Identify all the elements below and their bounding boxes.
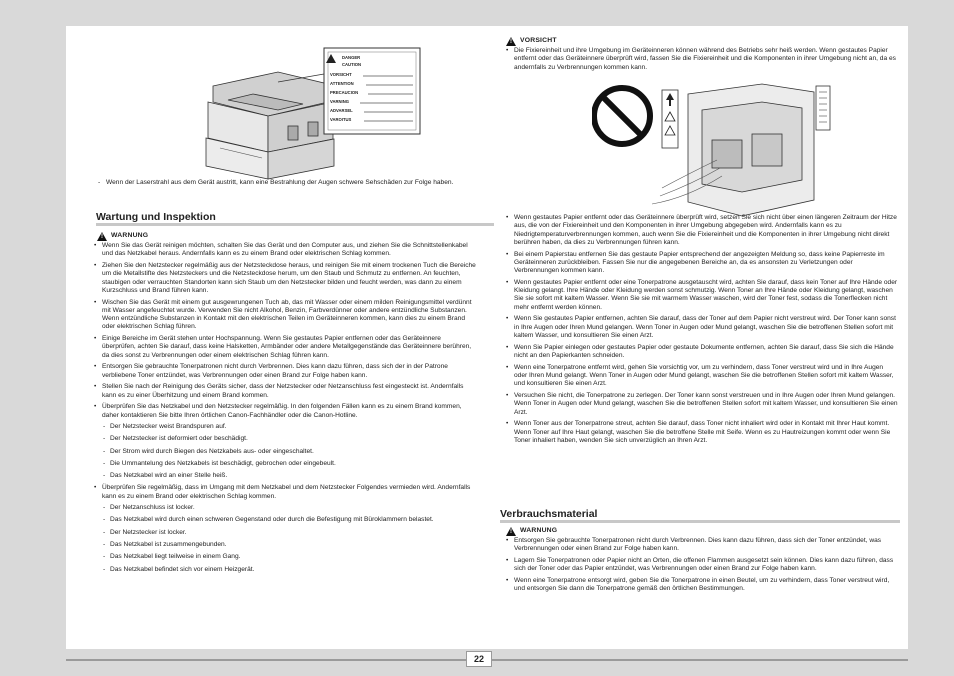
- laser-note: [96, 179, 486, 187]
- list-item: • Wenn Sie gestautes Papier entfernen, achten Sie darauf, dass der Toner auf dem Papier nicht verstreut wird. Der Toner kann sonst in Ihre Augen oder Ihren Mund gelangen. Wenn Toner in Augen oder Mund gelangt, waschen Sie die betroffenen Stellen sofort mit kaltem Wasser, und konsultieren Sie einen Arzt.: [504, 315, 898, 340]
- list-item: • Lagern Sie Tonerpatronen oder Papier nicht an Orten, die offenen Flammen ausgesetzt sein können. Dies kann dazu führen, dass sich der Toner oder das Papier entzündet, was Verbrennungen oder einen Brand zur Folge haben kann.: [504, 557, 898, 574]
- label-line: PRECAUCION: [330, 90, 359, 95]
- sub-item: - Der Netzstecker ist locker.: [102, 529, 476, 537]
- list-item: • Wenn Sie Papier einlegen oder gestautes Papier oder gestaute Dokumente entfernen, achten Sie darauf, dass Sie sich die Hände nicht an den Papierkanten schneiden.: [504, 344, 898, 361]
- sub-item: - Das Netzkabel liegt teilweise in einem Gang.: [102, 553, 476, 561]
- warning-heading: [97, 232, 148, 241]
- list-item: • Entsorgen Sie gebrauchte Tonerpatronen nicht durch Verbrennen. Dies kann dazu führen, dass sich der Toner entzündet, was Verbrennungen oder einen Brand zur Folge haben kann.: [504, 537, 898, 554]
- item-text: Überprüfen Sie regelmäßig, dass im Umgang mit dem Netzkabel und dem Netzstecker Folgendes vermieden wird. Andernfalls kann es zu einem Brand oder elektrischen Schlag kommen.: [102, 484, 471, 500]
- supplies-warning-list: [504, 537, 898, 597]
- supplies-title-text: Verbrauchsmaterial: [500, 508, 598, 520]
- sub-list: [102, 423, 476, 480]
- caution-triangle-icon: !: [506, 37, 516, 46]
- item-text: Stellen Sie nach der Reinigung des Geräts sicher, dass der Netzstecker oder Netzanschluss fest eingesteckt ist. Andernfalls kann es zu einer Überhitzung und einem Brand kommen.: [102, 383, 464, 399]
- list-item: [92, 403, 476, 480]
- item-text: Ziehen Sie den Netzstecker regelmäßig aus der Netzsteckdose heraus, und reinigen Sie mit einem trockenen Tuch die Bereiche um die Metallstifte des Netzsteckers und die Netzsteckdose herum, um den Staub und Schmutz zu entfernen. An feuchten, staubigen oder verrauchten Standorten kann sich Staub um den Netzstecker bilden und feucht werden, was dann zu einem Kurzschluss und Brand führen kann.: [102, 261, 476, 294]
- list-item: [92, 242, 476, 259]
- sub-item: - Der Netzstecker weist Brandspuren auf.: [102, 423, 476, 431]
- sub-list: [102, 504, 476, 574]
- sub-item: - Das Netzkabel ist zusammengebunden.: [102, 541, 476, 549]
- list-item: [92, 363, 476, 380]
- list-item: • Wenn eine Tonerpatrone entsorgt wird, geben Sie die Tonerpatrone in einen Beutel, um zu verhindern, dass Toner verstreut wird, und entsorgen Sie dann die Tonerpatrone gemäß den örtlichen Bestimmungen.: [504, 577, 898, 594]
- printer-label-illustration: [128, 44, 428, 189]
- page-number: 22: [466, 651, 492, 667]
- item-text: Die Fixiereinheit und ihre Umgebung im Geräteinneren können während des Betriebs sehr heiß werden. Wenn gestautes Papier entfernt oder das Geräteinnere überprüft wird, fassen Sie die Fixiereinheit und die Komponenten in ihrer Umgebung nicht an, da es andernfalls zu Verbrennungen kommen kann.: [514, 47, 896, 71]
- list-item: [92, 484, 476, 573]
- sub-item: - Der Netzanschluss ist locker.: [102, 504, 476, 512]
- list-item: • Bei einem Papierstau entfernen Sie das gestaute Papier entsprechend der angezeigten Meldung so, dass keine Papierreste im Geräteinneren zurückbleiben. Fassen Sie nur die angegebenen Bereiche an, da es ansonsten zu Verletzungen oder Verbrennungen kommen kann.: [504, 251, 898, 276]
- laser-note-text: Wenn der Laserstrahl aus dem Gerät austritt, kann eine Bestrahlung der Augen schwere Sehschäden zur Folge haben.: [106, 179, 454, 186]
- sub-item: - Der Strom wird durch Biegen des Netzkabels aus- oder eingeschaltet.: [102, 448, 476, 456]
- list-item: [92, 262, 476, 295]
- label-line: DANGER: [342, 55, 361, 60]
- list-item: [92, 299, 476, 332]
- caution-heading: [506, 37, 557, 46]
- item-text: Wenn Sie das Gerät reinigen möchten, schalten Sie das Gerät und den Computer aus, und ziehen Sie die Schnittstellenkabel und das Netzkabel heraus. Andernfalls kann es zu einem Brand oder elektrischen Schlag kommen.: [102, 242, 468, 258]
- list-item: • Wenn gestautes Papier entfernt oder eine Tonerpatrone ausgetauscht wird, achten Sie darauf, dass kein Toner auf Ihre Hände oder Kleidung gelangt. Ihre Hände oder Kleidung werden sonst schmutzig. Wenn Toner an Ihre Hände oder Kleidung gelangt, waschen Sie sie sofort mit kaltem Wasser. Wenn Sie sie mit warmem Wasser waschen, wird der Toner fest, sodass die Tonerflecken nicht mehr entfernt werden können.: [504, 279, 898, 312]
- list-item: [504, 47, 898, 72]
- warning-label: WARNUNG: [520, 527, 558, 535]
- label-line: ATTENTION: [330, 81, 354, 86]
- label-line: VAROITUS: [330, 117, 352, 122]
- caution-label: VORSICHT: [520, 37, 557, 45]
- caution-list: [504, 47, 898, 75]
- warning-triangle-icon: !: [97, 232, 107, 241]
- list-item: • Wenn eine Tonerpatrone entfernt wird, gehen Sie vorsichtig vor, um zu verhindern, dass Toner verstreut wird und in Ihre Augen oder Ihren Mund gelangt. Wenn Toner in Augen oder Mund gelangt, waschen Sie die betroffenen Stellen sofort mit kaltem Wasser, und konsultieren Sie einen Arzt.: [504, 364, 898, 389]
- maintenance-title-text: Wartung und Inspektion: [96, 211, 216, 223]
- list-item: • Wenn Toner aus der Tonerpatrone streut, achten Sie darauf, dass Toner nicht inhaliert wird oder in Kontakt mit Ihrer Haut kommt. Wenn Toner auf Ihre Haut gelangt, waschen Sie die betroffene Stelle mit Seife. Wenn es zu Hautreizungen kommt oder wenn Sie Toner inhaliert haben, wenden Sie sich unverzüglich an Ihren Arzt.: [504, 420, 898, 445]
- list-item: • Wenn gestautes Papier entfernt oder das Geräteinnere überprüft wird, setzen Sie sich nicht über einen längeren Zeitraum der Hitze aus, die von der Fixiereinheit und den Komponenten in ihrer Umgebung abgegeben wird. Andernfalls kann es zu Niedrigtemperaturverbrennungen kommen, auch wenn Sie die Fixiereinheit und die Komponenten in ihrer Umgebung nicht direkt berühren haben, da dies zu Verbrennungen führen kann.: [504, 214, 898, 247]
- label-line: VARNING: [330, 99, 349, 104]
- item-text: Wischen Sie das Gerät mit einem gut ausgewrungenen Tuch ab, das mit Wasser oder einem milden Reinigungsmittel verdünnt mit Wasser angefeuchtet wurde. Verwenden Sie nicht Alkohol, Benzin, Farbverdünner oder andere entzündliche Substanzen. Wenn entzündliche Substanzen in Kontakt mit den elektrischen Teilen im Geräteinneren kommen, kann dies zu einem Brand oder elektrischen Schlag führen.: [102, 298, 472, 331]
- sub-item: - Das Netzkabel befindet sich vor einem Heizgerät.: [102, 566, 476, 574]
- fixing-unit-illustration: [592, 80, 832, 222]
- sub-item: - Das Netzkabel wird an einer Stelle heiß.: [102, 472, 476, 480]
- list-item: • Versuchen Sie nicht, die Tonerpatrone zu zerlegen. Der Toner kann sonst verstreuen und in Ihre Augen oder Ihren Mund gelangen. Wenn Toner in Augen oder Mund gelangt, waschen Sie die betroffenen Stellen sofort mit kaltem Wasser, und konsultieren Sie einen Arzt.: [504, 392, 898, 417]
- label-line: CAUTION: [342, 62, 362, 67]
- label-line: ADVARSEL: [330, 108, 353, 113]
- list-item: [92, 335, 476, 360]
- item-text: Überprüfen Sie das Netzkabel und den Netzstecker regelmäßig. In den folgenden Fällen kann es zu einem Brand kommen, daher kontaktieren Sie bitte Ihren örtlichen Canon-Fachhändler oder die Canon-Hotline.: [102, 403, 462, 419]
- manual-page: [66, 26, 908, 649]
- section-title-maintenance: [96, 211, 494, 226]
- caution-continued-list: [504, 214, 898, 449]
- sub-item: - Der Netzstecker ist deformiert oder beschädigt.: [102, 435, 476, 443]
- warning-label: WARNUNG: [111, 232, 149, 240]
- maintenance-warning-list: [92, 242, 476, 578]
- item-text: Einige Bereiche im Gerät stehen unter Hochspannung. Wenn Sie gestautes Papier entfernen oder das Geräteinnere überprüfen, achten Sie darauf, dass keine Halsketten, Armbänder oder andere Metallgegenstände das Geräteinnere berühren, da dies sonst zu Verbrennungen oder einem elektrischen Schlag führen kann.: [102, 335, 472, 359]
- warning-triangle-icon: !: [506, 527, 516, 536]
- sub-item: - Das Netzkabel wird durch einen schweren Gegenstand oder durch die Befestigung mit Büroklammern belastet.: [102, 516, 476, 524]
- supplies-warning-heading: [506, 527, 557, 536]
- section-title-supplies: [500, 508, 900, 523]
- sub-item: - Die Ummantelung des Netzkabels ist beschädigt, gebrochen oder eingebeult.: [102, 460, 476, 468]
- list-item: [92, 383, 476, 400]
- label-line: VORSICHT: [330, 72, 352, 77]
- item-text: Entsorgen Sie gebrauchte Tonerpatronen nicht durch Verbrennen. Dies kann dazu führen, dass sich der in der Patrone verbliebene Toner entzündet, was Verbrennungen oder einen Brand zur Folge haben kann.: [102, 363, 448, 379]
